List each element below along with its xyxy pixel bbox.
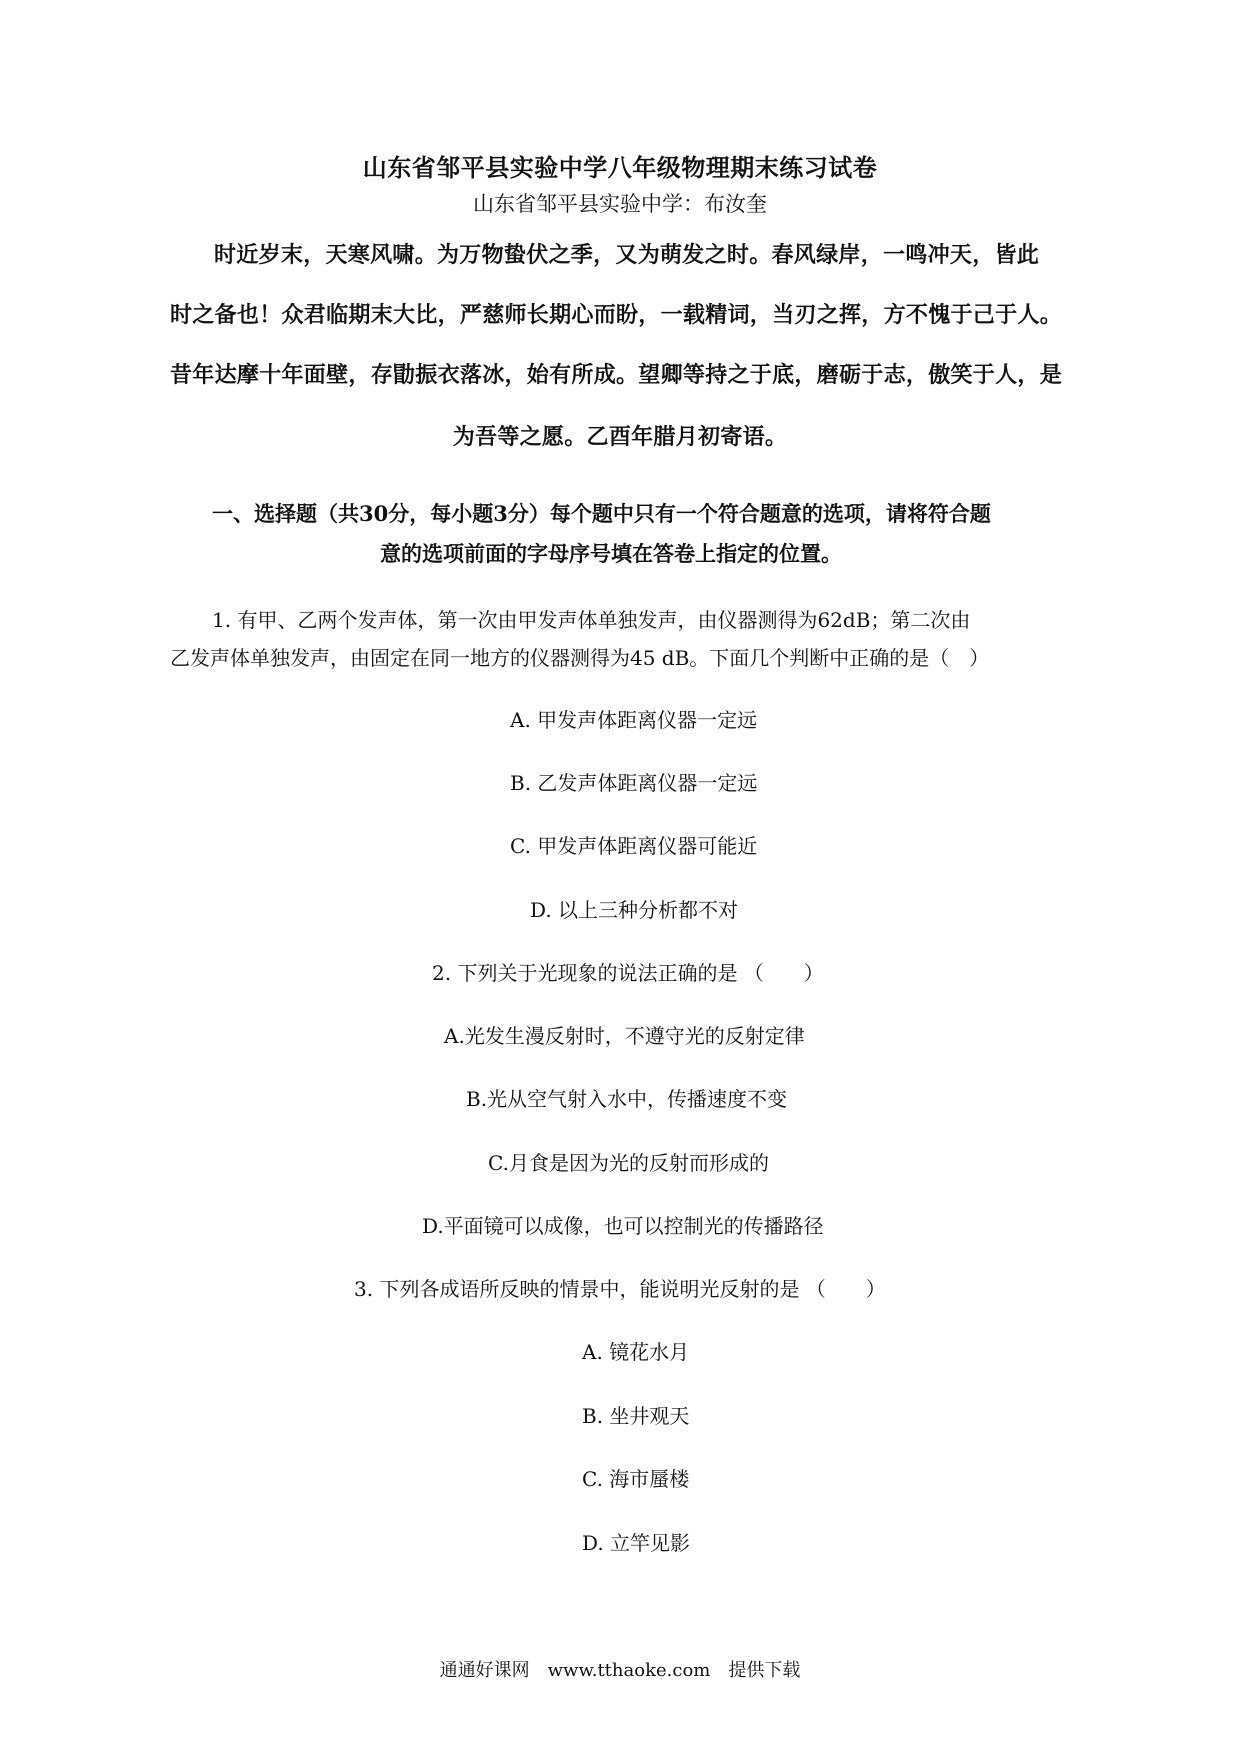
option-a: A.光发生漫反射时，不遵守光的反射定律	[444, 1024, 805, 1048]
question-stem: 1. 有甲、乙两个发声体，第一次由甲发声体单独发声，由仪器测得为62dB；第二次由	[212, 608, 971, 632]
option-c: C. 海市蜃楼	[582, 1467, 690, 1491]
option-d: D. 立竿见影	[582, 1531, 691, 1555]
preface-line: 为吾等之愿。乙酉年腊月初寄语。	[452, 424, 788, 450]
option-a: A. 镜花水月	[582, 1340, 690, 1364]
page-title: 山东省邹平县实验中学八年级物理期末练习试卷	[362, 153, 878, 182]
preface-line: 时之备也！众君临期末大比，严慈师长期心而盼，一载精词，当刃之挥，方不愧于己于人。	[170, 302, 1063, 328]
option-d: D.平面镜可以成像，也可以控制光的传播路径	[422, 1214, 824, 1238]
option-a: A. 甲发声体距离仪器一定远	[510, 708, 758, 732]
page-footer: 通通好课网 www.tthaoke.com 提供下载	[439, 1660, 801, 1681]
option-d: D. 以上三种分析都不对	[530, 898, 739, 922]
option-b: B.光从空气射入水中，传播速度不变	[466, 1087, 788, 1111]
option-b: B. 乙发声体距离仪器一定远	[510, 771, 758, 795]
preface-line: 昔年达摩十年面壁，存勖振衣落冰，始有所成。望卿等持之于底，磨砺于志，傲笑于人，是	[170, 362, 1063, 388]
preface-line: 时近岁末，天寒风啸。为万物蛰伏之季，又为萌发之时。春风绿岸，一鸣冲天，皆此	[214, 242, 1040, 268]
section-heading-line: 一、选择题（共30分，每小题3分）每个题中只有一个符合题意的选项，请将符合题	[212, 501, 991, 526]
author-line: 山东省邹平县实验中学：布汝奎	[473, 192, 767, 216]
option-b: B. 坐井观天	[582, 1404, 690, 1428]
section-heading-line: 意的选项前面的字母序号填在答卷上指定的位置。	[380, 541, 842, 566]
question-stem: 3. 下列各成语所反映的情景中，能说明光反射的是 （ ）	[354, 1277, 886, 1301]
question-stem: 2. 下列关于光现象的说法正确的是 （ ）	[432, 961, 824, 985]
question-stem: 乙发声体单独发声，由固定在同一地方的仪器测得为45 dB。下面几个判断中正确的是（ ）	[170, 646, 990, 670]
option-c: C.月食是因为光的反射而形成的	[488, 1151, 769, 1175]
option-c: C. 甲发声体距离仪器可能近	[510, 834, 758, 858]
